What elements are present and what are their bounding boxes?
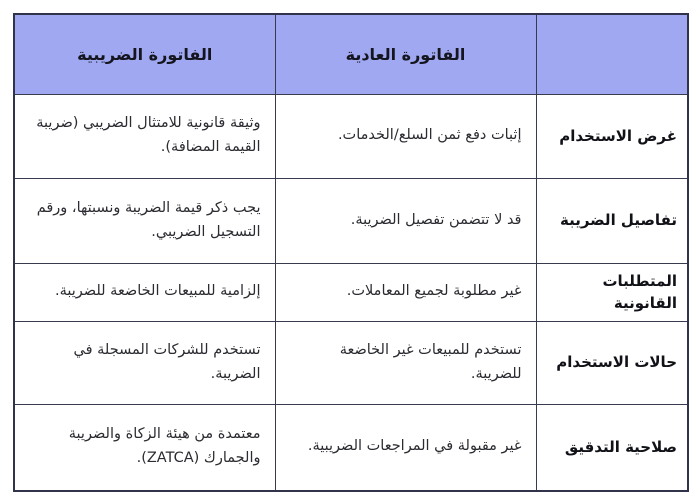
row-label-cell: غرض الاستخدام (536, 94, 688, 178)
header-row (14, 14, 688, 94)
cell-tax-legal-requirements: إلزامية للمبيعات الخاضعة للضريبة. (14, 263, 275, 321)
header-cell-tax-invoice: الفاتورة الضريبية (14, 14, 275, 94)
invoice-comparison-table (13, 13, 689, 492)
header-cell-regular-invoice: الفاتورة العادية (275, 14, 536, 94)
table-row-usage-purpose (14, 94, 688, 178)
cell-tax-use-cases: تستخدم للشركات المسجلة في الضريبة. (14, 321, 275, 404)
cell-regular-usage-purpose: إثبات دفع ثمن السلع/الخدمات. (275, 94, 536, 178)
table-row-use-cases (14, 321, 688, 404)
table-row-legal-requirements (14, 263, 688, 321)
cell-regular-tax-details: قد لا تتضمن تفصيل الضريبة. (275, 178, 536, 263)
row-label-cell: صلاحية التدقيق (536, 404, 688, 491)
invoice-comparison-table-container (13, 13, 687, 492)
cell-tax-tax-details: يجب ذكر قيمة الضريبة ونسبتها، ورقم التسجيل الضريبي. (14, 178, 275, 263)
row-label-cell: تفاصيل الضريبة (536, 178, 688, 263)
cell-regular-legal-requirements: غير مطلوبة لجميع المعاملات. (275, 263, 536, 321)
header-corner-cell (536, 14, 688, 94)
table-header (14, 14, 688, 94)
table-row-audit-validity (14, 404, 688, 491)
table-row-tax-details (14, 178, 688, 263)
cell-tax-audit-validity: معتمدة من هيئة الزكاة والضريبة والجمارك (ZATCA). (14, 404, 275, 491)
cell-regular-audit-validity: غير مقبولة في المراجعات الضريبية. (275, 404, 536, 491)
cell-regular-use-cases: تستخدم للمبيعات غير الخاضعة للضريبة. (275, 321, 536, 404)
cell-tax-usage-purpose: وثيقة قانونية للامتثال الضريبي (ضريبة القيمة المضافة). (14, 94, 275, 178)
row-label-cell: حالات الاستخدام (536, 321, 688, 404)
table-body (14, 94, 688, 491)
row-label-cell: المتطلبات القانونية (536, 263, 688, 321)
